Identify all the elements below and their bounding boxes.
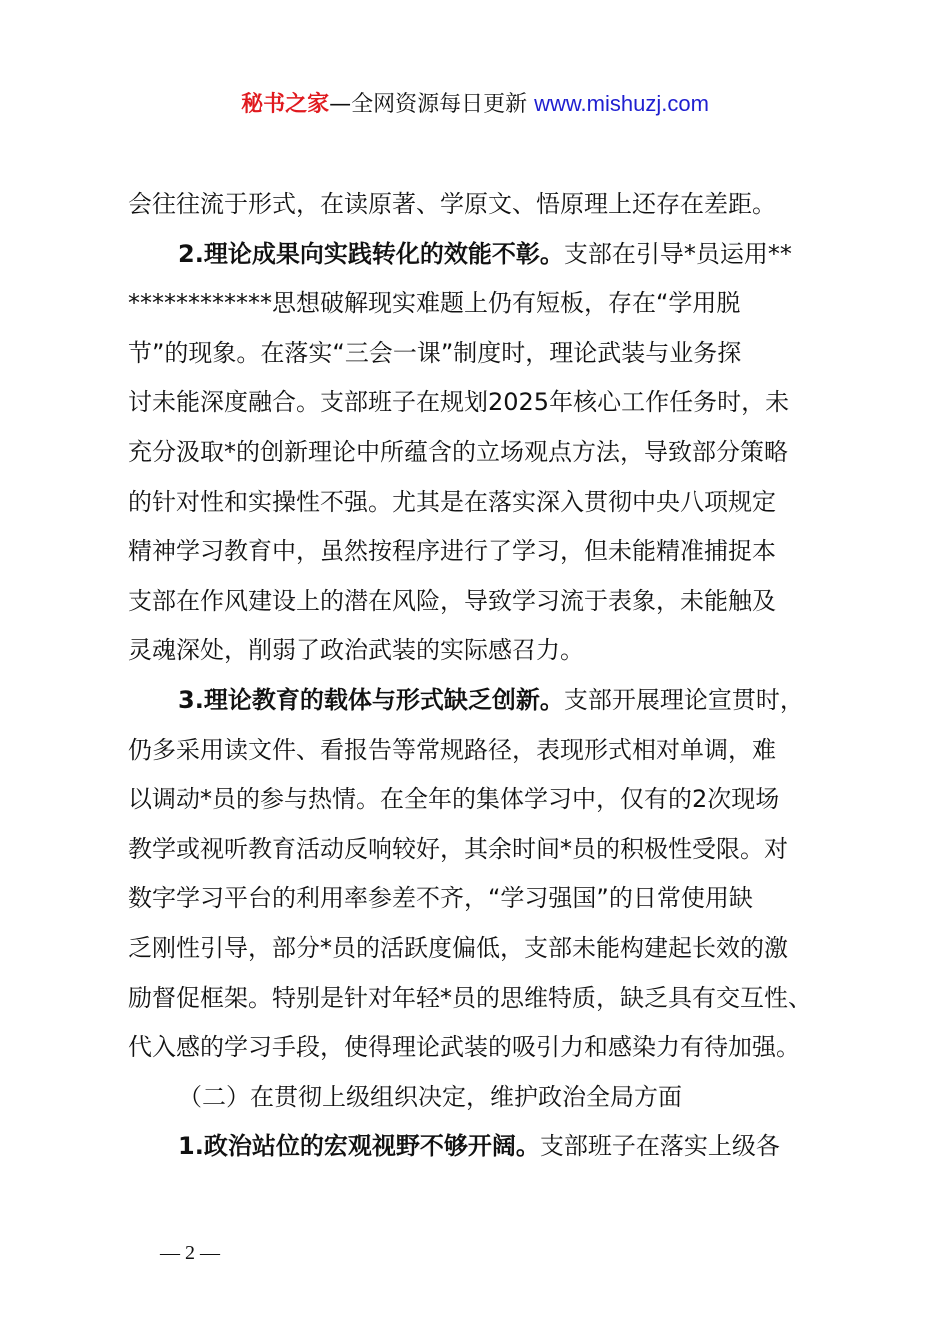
page-number: — 2 —: [160, 1242, 220, 1264]
paragraph-1-first-line: [128, 1122, 834, 1172]
paragraph-heading: 2.理论成果向实践转化的效能不彰。: [178, 239, 564, 268]
text-line: 的针对性和实操性不强。尤其是在落实深入贯彻中央八项规定: [128, 487, 776, 516]
section-heading: （二）在贯彻上级组织决定，维护政治全局方面: [178, 1082, 682, 1111]
site-url[interactable]: www.mishuzj.com: [534, 91, 709, 116]
text-line: ************思想破解现实难题上仍有短板，存在“学用脱: [128, 289, 741, 318]
text-line: 精神学习教育中，虽然按程序进行了学习，但未能精准捕捉本: [128, 537, 776, 566]
paragraph-2-first-line: [128, 230, 834, 280]
text-line: 会往往流于形式，在读原著、学原文、悟原理上还存在差距。: [128, 190, 776, 218]
text-line: 灵魂深处，削弱了政治武装的实际感召力。: [128, 636, 584, 665]
site-header: [0, 88, 950, 121]
text-line: 励督促框架。特别是针对年轻*员的思维特质，缺乏具有交互性、: [128, 983, 812, 1012]
text-line: 数字学习平台的利用率参差不齐，“学习强国”的日常使用缺: [128, 884, 753, 913]
text-line: 教学或视听教育活动反响较好，其余时间*员的积极性受限。对: [128, 834, 788, 863]
text-line: 以调动*员的参与热情。在全年的集体学习中，仅有的2次现场: [128, 785, 780, 814]
text-line: 仍多采用读文件、看报告等常规路径，表现形式相对单调，难: [128, 735, 776, 764]
paragraph-heading: 3.理论教育的载体与形式缺乏创新。: [178, 685, 564, 714]
header-tagline: —全网资源每日更新: [329, 92, 535, 117]
text-line: 讨未能深度融合。支部班子在规划2025年核心工作任务时，未: [128, 388, 790, 417]
paragraph-heading: 1.政治站位的宏观视野不够开阔。: [178, 1132, 540, 1161]
text-line: 节”的现象。在落实“三会一课”制度时，理论武装与业务探: [128, 338, 742, 367]
text-span: 支部在引导*员运用**: [563, 239, 792, 268]
paragraph-3-first-line: [128, 676, 834, 726]
text-line: 乏刚性引导，部分*员的活跃度偏低，支部未能构建起长效的激: [128, 933, 788, 962]
text-span: 支部开展理论宣贯时，: [563, 685, 804, 714]
brand-name: 秘书之家: [241, 92, 330, 117]
text-span: 支部班子在落实上级各: [539, 1132, 780, 1161]
text-line: 代入感的学习手段，使得理论武装的吸引力和感染力有待加强。: [128, 1033, 800, 1062]
text-line: 充分汲取*的创新理论中所蕴含的立场观点方法，导致部分策略: [128, 437, 788, 466]
text-line: 支部在作风建设上的潜在风险，导致学习流于表象，未能触及: [128, 586, 776, 615]
document-body: [128, 180, 834, 1172]
